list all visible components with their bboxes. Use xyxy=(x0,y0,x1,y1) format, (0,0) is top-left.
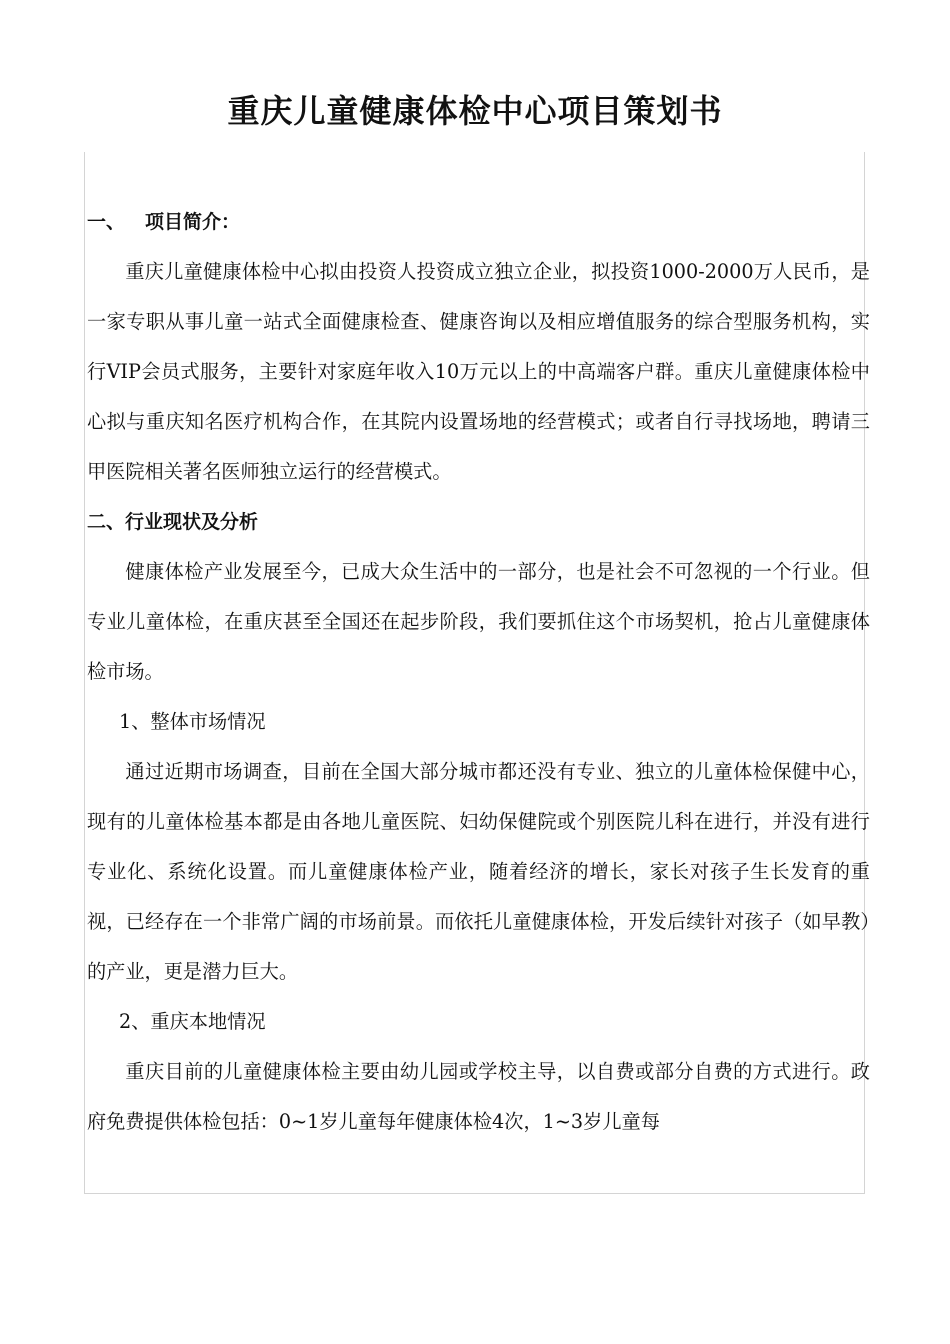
subsection-1-heading: 1、整体市场情况 xyxy=(119,710,266,733)
section-1-title: 项目简介： xyxy=(145,211,241,233)
document-body xyxy=(87,197,870,1147)
subsection-2-paragraph: 重庆目前的儿童健康体检主要由幼儿园或学校主导，以自费或部分自费的方式进行。政府免费提供体检包括：0~1岁儿童每年健康体检4次，1~3岁儿童每 xyxy=(87,1060,870,1133)
document-title: 重庆儿童健康体检中心项目策划书 xyxy=(227,92,723,130)
section-1-heading xyxy=(87,197,870,247)
section-2-heading: 二、行业现状及分析 xyxy=(87,511,259,533)
subsection-1-paragraph: 通过近期市场调查，目前在全国大部分城市都还没有专业、独立的儿童体检保健中心，现有的儿童体检基本都是由各地儿童医院、妇幼保健院或个别医院儿科在进行，并没有进行专业化、系统化设置。而儿童健康体检产业，随着经济的增长，家长对孩子生长发育的重视，已经存在一个非常广阔的市场前景。而依托儿童健康体检，开发后续针对孩子（如早教）的产业，更是潜力巨大。 xyxy=(87,760,870,983)
subsection-2-heading: 2、重庆本地情况 xyxy=(119,1010,266,1033)
section-1-number: 一、 xyxy=(87,211,126,233)
section-2-paragraph: 健康体检产业发展至今，已成大众生活中的一部分，也是社会不可忽视的一个行业。但专业儿童体检，在重庆甚至全国还在起步阶段，我们要抓住这个市场契机，抢占儿童健康体检市场。 xyxy=(87,560,870,683)
section-1-paragraph: 重庆儿童健康体检中心拟由投资人投资成立独立企业，拟投资1000-2000万人民币，是一家专职从事儿童一站式全面健康检查、健康咨询以及相应增值服务的综合型服务机构，实行VIP会员式服务，主要针对家庭年收入10万元以上的中高端客户群。重庆儿童健康体检中心拟与重庆知名医疗机构合作，在其院内设置场地的经营模式；或者自行寻找场地，聘请三甲医院相关著名医师独立运行的经营模式。 xyxy=(87,260,870,483)
